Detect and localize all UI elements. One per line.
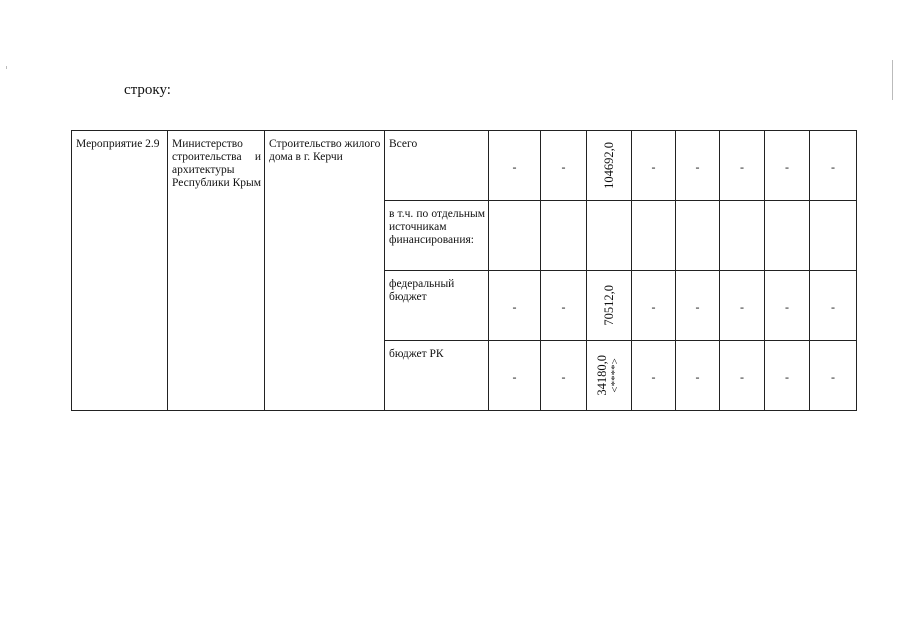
row-label-cell xyxy=(385,201,489,271)
value-dash: - xyxy=(695,370,700,384)
value-dash: - xyxy=(785,160,789,174)
row-label-cell xyxy=(385,341,489,411)
value-dash: - xyxy=(561,300,566,314)
value-cell xyxy=(676,271,720,341)
value-cell xyxy=(810,271,857,341)
value-cell xyxy=(587,341,632,411)
scan-margin-mark xyxy=(892,60,893,100)
value-cell xyxy=(810,201,857,271)
value-cell xyxy=(765,271,810,341)
value-cell xyxy=(489,341,541,411)
value-dash: - xyxy=(831,370,835,384)
lead-text: строку: xyxy=(124,82,171,98)
value-cell xyxy=(810,131,857,201)
measure-name: Мероприятие 2.9 xyxy=(76,138,160,150)
value-cell xyxy=(720,271,765,341)
value-cell xyxy=(632,271,676,341)
value-cell xyxy=(676,341,720,411)
value-cell xyxy=(541,131,587,201)
value-dash: - xyxy=(831,300,835,314)
value-cell xyxy=(676,201,720,271)
value-dash: - xyxy=(561,160,566,174)
value-cell xyxy=(720,201,765,271)
amount-value: 104692,0 xyxy=(601,142,616,189)
table-row xyxy=(72,131,857,201)
value-dash: - xyxy=(512,370,517,384)
object-cell xyxy=(265,131,385,411)
amount-value: 34180,0 xyxy=(595,355,609,396)
value-cell xyxy=(489,271,541,341)
row-label: федеральный бюджет xyxy=(389,278,455,303)
value-dash: - xyxy=(785,300,789,314)
value-cell xyxy=(632,341,676,411)
executor-cell xyxy=(168,131,265,411)
value-dash: - xyxy=(651,160,656,174)
value-cell xyxy=(676,131,720,201)
footnote-marker: <****> xyxy=(609,358,621,393)
value-dash: - xyxy=(651,300,656,314)
value-cell xyxy=(632,201,676,271)
value-dash: - xyxy=(740,300,744,314)
value-dash: - xyxy=(561,370,566,384)
value-dash: - xyxy=(512,300,517,314)
executor-name: Министерство строительства и архитектуры Республики Крым xyxy=(172,138,261,189)
value-cell xyxy=(489,201,541,271)
value-cell xyxy=(632,131,676,201)
row-label: в т.ч. по отдельным источникам финансирования: xyxy=(389,208,485,246)
row-label: бюджет РК xyxy=(389,348,444,360)
object-name: Строительство жилого дома в г. Керчи xyxy=(269,138,381,163)
value-cell xyxy=(810,341,857,411)
value-cell xyxy=(541,201,587,271)
value-dash: - xyxy=(512,160,517,174)
row-label-cell xyxy=(385,131,489,201)
value-cell xyxy=(587,131,632,201)
financing-table xyxy=(71,130,857,411)
value-cell xyxy=(541,271,587,341)
value-cell xyxy=(541,341,587,411)
row-label-cell xyxy=(385,271,489,341)
scan-margin-dot xyxy=(6,66,7,69)
value-dash: - xyxy=(831,160,835,174)
value-cell xyxy=(765,341,810,411)
value-cell xyxy=(489,131,541,201)
value-cell xyxy=(765,131,810,201)
value-dash: - xyxy=(740,370,744,384)
value-dash: - xyxy=(695,300,700,314)
value-cell xyxy=(720,131,765,201)
row-label: Всего xyxy=(389,138,418,150)
measure-name-cell xyxy=(72,131,168,411)
value-cell xyxy=(587,201,632,271)
value-cell xyxy=(765,201,810,271)
value-cell xyxy=(587,271,632,341)
value-dash: - xyxy=(651,370,656,384)
value-dash: - xyxy=(785,370,789,384)
amount-value: 70512,0 xyxy=(601,285,616,326)
value-cell xyxy=(720,341,765,411)
value-dash: - xyxy=(740,160,744,174)
value-dash: - xyxy=(695,160,700,174)
